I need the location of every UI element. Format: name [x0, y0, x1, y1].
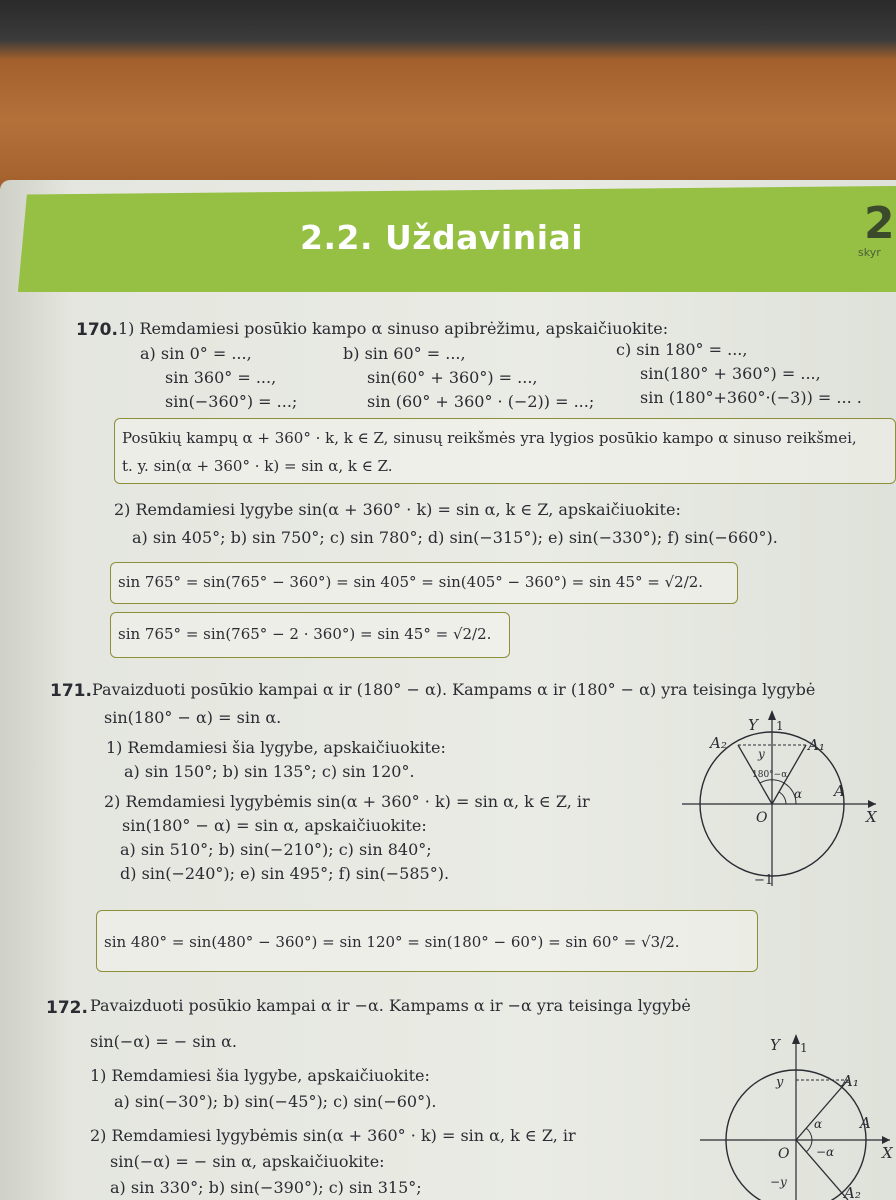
- fig172-point-a2: A₂: [844, 1184, 861, 1200]
- unit-circle-figure-172: [700, 1030, 896, 1200]
- chapter-number: 2: [864, 198, 895, 249]
- ex171-part1: 1) Remdamiesi šia lygybe, apskaičiuokite:: [106, 738, 446, 757]
- fig171-point-a2: A₂: [710, 734, 727, 752]
- exercise-170-number: 170.: [76, 320, 118, 340]
- fig172-y-label: y: [776, 1075, 784, 1090]
- exercise-171-line2: sin(180° − α) = sin α.: [104, 708, 282, 727]
- ex170-a-line3: sin(−360°) = ...;: [165, 392, 298, 411]
- fig171-alpha-label: α: [794, 787, 803, 801]
- ex171-part2-items1: a) sin 510°; b) sin(−210°); c) sin 840°;: [120, 840, 432, 859]
- ex172-part1: 1) Remdamiesi šia lygybe, apskaičiuokite:: [90, 1066, 430, 1085]
- ex172-part2-line2: sin(−α) = − sin α, apskaičiuokite:: [110, 1152, 385, 1171]
- fig172-alpha-label: α: [814, 1117, 823, 1131]
- fig171-point-a: A: [834, 782, 845, 800]
- fig172-one-label: 1: [800, 1041, 808, 1055]
- unit-circle-figure-171: [676, 700, 886, 900]
- fig171-minus-one-label: −1: [754, 873, 774, 888]
- ex171-part2-line1: 2) Remdamiesi lygybėmis sin(α + 360° · k) = sin α, k ∈ Z, ir: [104, 792, 590, 811]
- section-title: 2.2. Uždaviniai: [300, 218, 584, 257]
- ex171-part2-line2: sin(180° − α) = sin α, apskaičiuokite:: [122, 816, 427, 835]
- ex170-part2-items: a) sin 405°; b) sin 750°; c) sin 780°; d) sin(−315°); e) sin(−330°); f) sin(−660°).: [132, 528, 778, 547]
- ex170-b-line3: sin (60° + 360° · (−2)) = ...;: [367, 392, 595, 411]
- ex170-b-line1: b) sin 60° = ...,: [343, 344, 466, 363]
- ex170-c-line1: c) sin 180° = ...,: [616, 340, 748, 359]
- fig171-angle-label: 180°−α: [752, 770, 788, 780]
- ex170-c-line3: sin (180°+360°·(−3)) = ... .: [640, 388, 862, 407]
- exercise-171-number: 171.: [50, 681, 92, 701]
- example-3: sin 480° = sin(480° − 360°) = sin 120° = sin(180° − 60°) = sin 60° = √3/2.: [104, 933, 680, 951]
- ex171-part1-items: a) sin 150°; b) sin 135°; c) sin 120°.: [124, 762, 415, 781]
- fig171-y-axis-label: Y: [748, 716, 758, 734]
- fig171-origin-label: O: [756, 810, 768, 826]
- exercise-172-line2: sin(−α) = − sin α.: [90, 1032, 238, 1051]
- ex170-part2-intro: 2) Remdamiesi lygybe sin(α + 360° · k) = sin α, k ∈ Z, apskaičiuokite:: [114, 500, 681, 519]
- ex170-a-line1: a) sin 0° = ...,: [140, 344, 252, 363]
- fig171-x-axis-label: X: [866, 808, 877, 826]
- ex172-part2-line1: 2) Remdamiesi lygybėmis sin(α + 360° · k) = sin α, k ∈ Z, ir: [90, 1126, 576, 1145]
- fig172-x-axis-label: X: [882, 1144, 893, 1162]
- fig172-minus-alpha-label: −α: [816, 1145, 835, 1159]
- example-2: sin 765° = sin(765° − 2 · 360°) = sin 45° = √2/2.: [118, 625, 492, 643]
- ex170-b-line2: sin(60° + 360°) = ...,: [367, 368, 538, 387]
- rule-line1: Posūkių kampų α + 360° · k, k ∈ Z, sinusų reikšmės yra lygios posūkio kampo α sinuso reikšmei,: [122, 429, 857, 447]
- fig172-minus-y-label: −y: [770, 1175, 787, 1189]
- rule-line2: t. y. sin(α + 360° · k) = sin α, k ∈ Z.: [122, 457, 393, 475]
- example-1: sin 765° = sin(765° − 360°) = sin 405° = sin(405° − 360°) = sin 45° = √2/2.: [118, 573, 704, 591]
- fig172-point-a: A: [860, 1114, 871, 1132]
- exercise-172-number: 172.: [46, 998, 88, 1018]
- ex170-a-line2: sin 360° = ...,: [165, 368, 277, 387]
- fig171-point-a1: A₁: [808, 736, 825, 754]
- exercise-170-intro: 1) Remdamiesi posūkio kampo α sinuso apibrėžimu, apskaičiuokite:: [118, 319, 669, 338]
- ex172-part2-items1: a) sin 330°; b) sin(−390°); c) sin 315°;: [110, 1178, 422, 1197]
- exercise-172-line1: Pavaizduoti posūkio kampai α ir −α. Kampams α ir −α yra teisinga lygybė: [90, 996, 691, 1015]
- chapter-label: skyr: [858, 246, 881, 259]
- ex172-part1-items: a) sin(−30°); b) sin(−45°); c) sin(−60°).: [114, 1092, 437, 1111]
- fig172-point-a1: A₁: [842, 1072, 859, 1090]
- ex170-c-line2: sin(180° + 360°) = ...,: [640, 364, 821, 383]
- ex171-part2-items2: d) sin(−240°); e) sin 495°; f) sin(−585°).: [120, 864, 450, 883]
- fig171-y-label: y: [758, 747, 765, 761]
- fig172-y-axis-label: Y: [770, 1036, 780, 1054]
- fig171-one-label: 1: [776, 719, 784, 733]
- fig172-origin-label: O: [778, 1146, 790, 1162]
- exercise-171-line1: Pavaizduoti posūkio kampai α ir (180° − α). Kampams α ir (180° − α) yra teisinga lygybė: [92, 680, 816, 699]
